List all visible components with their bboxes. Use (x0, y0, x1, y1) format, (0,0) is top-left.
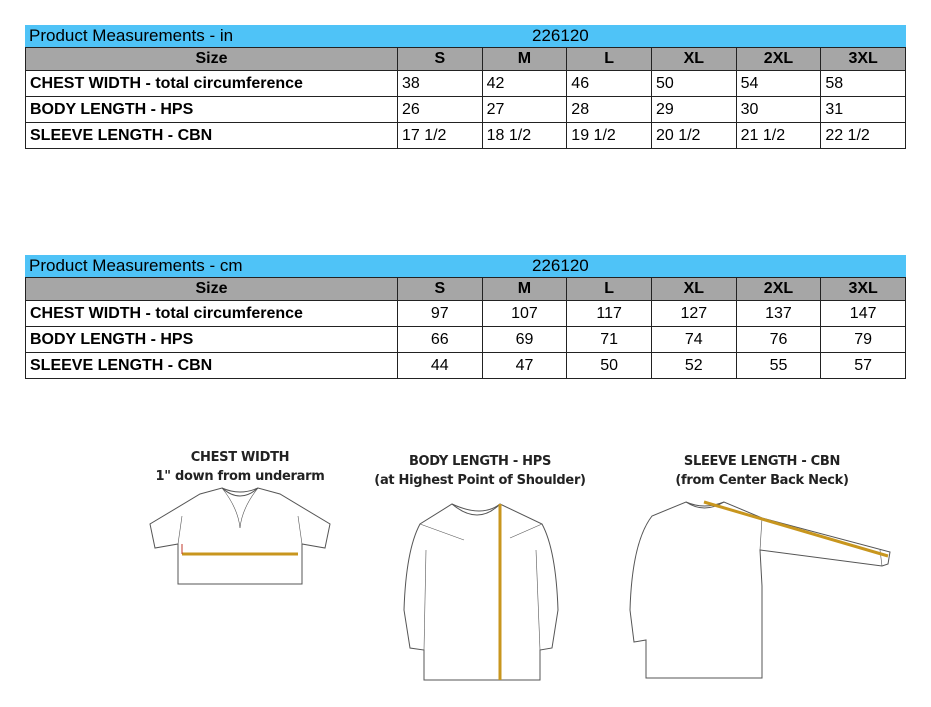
chest-diagram-subtitle: 1" down from underarm (155, 469, 325, 484)
cell-value: 19 1/2 (567, 123, 652, 149)
cell-value: 26 (397, 97, 482, 123)
table-row (26, 353, 906, 379)
cell-value: 79 (821, 327, 906, 353)
cell-value: 50 (567, 353, 652, 379)
cell-value: 18 1/2 (482, 123, 567, 149)
body-diagram-title: BODY LENGTH - HPS (408, 454, 552, 469)
measurements-table-cm (25, 255, 906, 379)
header-row (26, 278, 906, 301)
cell-value: 147 (821, 301, 906, 327)
longsleeve-back-icon (612, 490, 912, 686)
cell-value: 117 (567, 301, 652, 327)
header-size-2xl: 2XL (736, 278, 821, 301)
cell-value: 58 (821, 71, 906, 97)
body-diagram-subtitle: (at Highest Point of Shoulder) (374, 473, 586, 488)
header-size-s: S (397, 278, 482, 301)
chest-diagram-title: CHEST WIDTH (190, 450, 290, 465)
header-size-xl: XL (651, 278, 736, 301)
header-size-label: Size (26, 48, 398, 71)
cell-value: 71 (567, 327, 652, 353)
table-title: Product Measurements - in (29, 26, 234, 45)
tshirt-front-icon (130, 486, 350, 586)
table-title-bar (25, 25, 906, 47)
cell-value: 28 (567, 97, 652, 123)
cell-value: 54 (736, 71, 821, 97)
cell-value: 31 (821, 97, 906, 123)
cell-value: 38 (397, 71, 482, 97)
cell-value: 46 (567, 71, 652, 97)
cell-value: 27 (482, 97, 567, 123)
cell-value: 66 (397, 327, 482, 353)
row-label: BODY LENGTH - HPS (26, 97, 398, 123)
cell-value: 57 (821, 353, 906, 379)
row-label: CHEST WIDTH - total circumference (26, 301, 398, 327)
cell-value: 44 (397, 353, 482, 379)
style-number: 226120 (532, 256, 589, 275)
cell-value: 69 (482, 327, 567, 353)
header-size-3xl: 3XL (821, 48, 906, 71)
cell-value: 52 (651, 353, 736, 379)
header-size-label: Size (26, 278, 398, 301)
sleeve-length-measure-line (704, 502, 888, 556)
header-size-m: M (482, 48, 567, 71)
cell-value: 47 (482, 353, 567, 379)
cell-value: 30 (736, 97, 821, 123)
sleeve-diagram-subtitle: (from Center Back Neck) (675, 473, 849, 488)
header-size-m: M (482, 278, 567, 301)
cell-value: 74 (651, 327, 736, 353)
cell-value: 137 (736, 301, 821, 327)
chest-width-diagram (130, 448, 350, 586)
header-size-s: S (397, 48, 482, 71)
measurements-table-in (25, 25, 906, 149)
row-label: CHEST WIDTH - total circumference (26, 71, 398, 97)
cell-value: 22 1/2 (821, 123, 906, 149)
header-size-l: L (567, 278, 652, 301)
table-row (26, 327, 906, 353)
cell-value: 21 1/2 (736, 123, 821, 149)
row-label: BODY LENGTH - HPS (26, 327, 398, 353)
table-row (26, 71, 906, 97)
table-row (26, 123, 906, 149)
sleeve-diagram-title: SLEEVE LENGTH - CBN (683, 454, 841, 469)
table-title: Product Measurements - cm (29, 256, 243, 275)
cell-value: 17 1/2 (397, 123, 482, 149)
style-number: 226120 (532, 26, 589, 45)
cell-value: 107 (482, 301, 567, 327)
cell-value: 20 1/2 (651, 123, 736, 149)
table-row (26, 301, 906, 327)
header-size-3xl: 3XL (821, 278, 906, 301)
cell-value: 29 (651, 97, 736, 123)
body-length-diagram (360, 452, 600, 686)
cell-value: 127 (651, 301, 736, 327)
row-label: SLEEVE LENGTH - CBN (26, 123, 398, 149)
cell-value: 97 (397, 301, 482, 327)
sleeve-length-diagram (612, 452, 912, 686)
header-size-2xl: 2XL (736, 48, 821, 71)
cell-value: 55 (736, 353, 821, 379)
longsleeve-front-icon (360, 490, 600, 686)
cell-value: 76 (736, 327, 821, 353)
table-row (26, 97, 906, 123)
header-size-l: L (567, 48, 652, 71)
cell-value: 50 (651, 71, 736, 97)
header-size-xl: XL (651, 48, 736, 71)
table-title-bar (25, 255, 906, 277)
row-label: SLEEVE LENGTH - CBN (26, 353, 398, 379)
header-row (26, 48, 906, 71)
cell-value: 42 (482, 71, 567, 97)
